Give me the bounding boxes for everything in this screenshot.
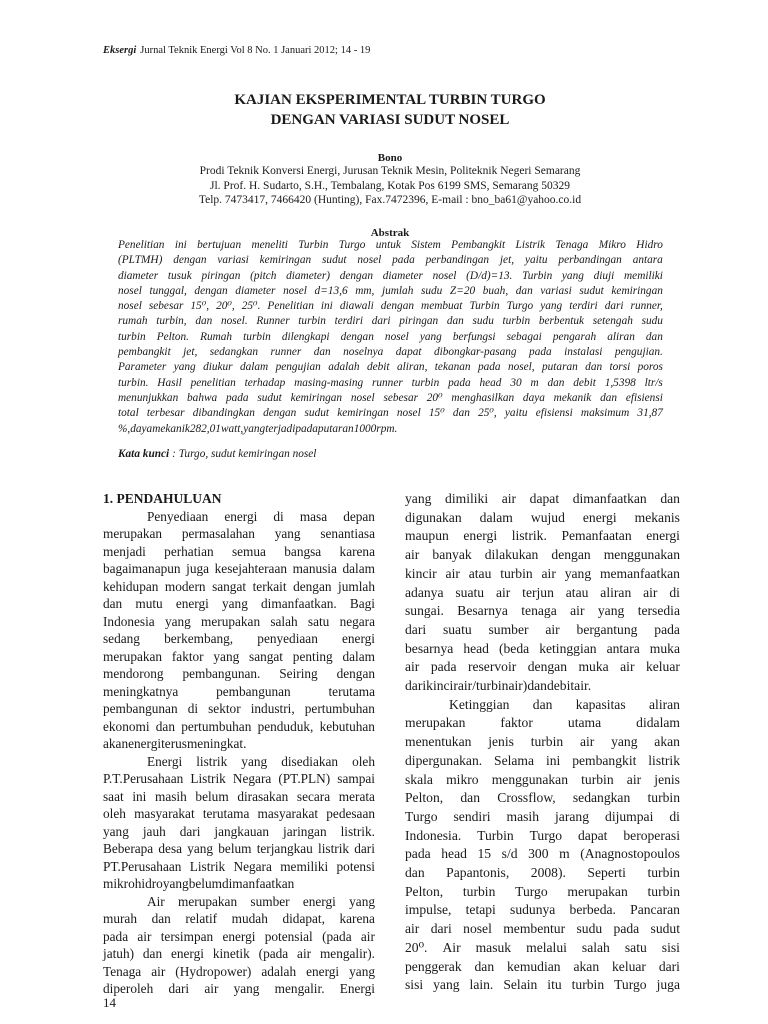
affiliation-line: Telp. 7473417, 7466420 (Hunting), Fax.7472396, E-mail : bno_ba61@yahoo.co.id <box>198 194 582 206</box>
abstract-body <box>118 238 663 437</box>
text-line: penggerak dan kemudian akan keluar dari <box>405 958 680 974</box>
affiliation-line: Prodi Teknik Konversi Energi, Jurusan Teknik Mesin, Politeknik Negeri Semarang <box>199 165 581 177</box>
text-line: pembangunan di sektor industri, pertumbuhan <box>103 701 375 716</box>
text-line: ekonomi dan pertumbuhan penduduk, kebutuhan <box>103 718 375 734</box>
text-line: akan energi terus meningkat. <box>103 736 247 751</box>
text-line: menunjukkan bahwa pada sudut kemiringan nosel sebesar 20⁰ menghasilkan daya mekanik dan efisiensi <box>118 391 663 404</box>
keywords <box>118 447 663 461</box>
text-line: air pada reservoir dengan muka air keluar <box>405 659 680 675</box>
title-line: KAJIAN EKSPERIMENTAL TURBIN TURGO <box>234 92 546 108</box>
text-line: adanya suatu air terjun atau aliran air di <box>405 584 680 600</box>
text-line: Tenaga air (Hydropower) adalah energi yang <box>103 963 375 979</box>
text-line: diameter tusuk piringan (pitch diameter) dengan diameter nosel (D/d)=13. Turbin yang diuji memiliki <box>118 269 663 282</box>
text-line: Energi listrik yang disediakan oleh <box>147 753 375 769</box>
page-number: 14 <box>103 995 116 1010</box>
text-line: dari suatu sumber air bergantung pada <box>405 621 680 637</box>
text-line: dan mutu energi yang dimanfaatkan. Bagi <box>103 596 375 611</box>
text-line: (PLTMH) dengan variasi kemiringan sudut nosel pada perbandingan jet, yaitu perbandingan antara <box>118 254 663 267</box>
text-line: sisi yang lain. Selain itu turbin Turgo juga <box>405 977 680 993</box>
text-line: 20⁰. Air masuk melalui salah satu sisi <box>405 939 680 955</box>
body-column-right <box>405 490 680 995</box>
text-line: jatuh) dan energi kinetik (pada air mengalir). <box>103 946 375 961</box>
journal-logo: Eksergi <box>103 45 137 56</box>
text-line: mendorong pembangunan. Seiring dengan <box>103 666 375 681</box>
text-line: merupakan faktor utama didalam <box>405 715 680 731</box>
text-line: Parameter yang diukur dalam pengujian adalah debit aliran, tekanan pada nosel, putaran dan torsi poros <box>118 361 663 374</box>
text-line: turbin Pelton. Rumah turbin dilengkapi dengan nosel yang berfungsi sebagai pengarah aliran dan <box>118 330 663 343</box>
paper-title <box>100 90 680 130</box>
text-line: Indonesia. Turbin Turgo dapat beroperasi <box>405 827 680 843</box>
text-line: yang dimiliki air dapat dimanfaatkan dan <box>405 491 680 506</box>
affiliation-line: Jl. Prof. H. Sudarto, S.H., Tembalang, Kotak Pos 6199 SMS, Semarang 50329 <box>210 179 570 192</box>
text-line: turbin. Hasil penelitian terhadap masing-masing runner turbin pada head 30 m dan debit 1,5398 ltr/s <box>118 376 663 389</box>
text-line: rumah turbin, dan nosel. Runner turbin terdiri dari piringan dan sudu turbin berbentuk setengah sudu <box>118 315 663 328</box>
text-line: besarnya head (beda ketinggian antara muka <box>405 640 680 656</box>
text-line: Indonesia yang merupakan salah satu negara <box>103 613 375 629</box>
text-line: merupakan permasalahan yang senantiasa <box>103 526 375 541</box>
text-line: diperoleh dari air yang mengalir. Energi <box>103 981 375 996</box>
title-line: DENGAN VARIASI SUDUT NOSEL <box>270 112 510 128</box>
text-line: merupakan faktor yang sangat penting dalam <box>103 648 375 664</box>
text-line: PT.Perusahaan Listrik Negara memiliki potensi <box>103 858 375 874</box>
text-line: nosel tunggal, dengan diameter nosel d=13,6 mm, jumlah sudu Z=20 buah, dan variasi sudut kemiringan <box>118 284 663 297</box>
text-line: nosel sebesar 15⁰, 20⁰, 25⁰. Penelitian ini diawali dengan membuat Turbin Turgo yang terdiri dari runner, <box>118 300 663 313</box>
author-name: Bono <box>377 152 403 164</box>
text-line: skala mikro menggunakan turbin air jenis <box>405 771 680 787</box>
text-line: kehidupan modern sangat terkait dengan jumlah <box>103 578 375 594</box>
text-line: Turgo sendiri masih jarang dijumpai di <box>405 808 680 824</box>
keywords-text: : Turgo, sudut kemiringan nosel <box>172 448 317 460</box>
text-line: air banyak dilakukan dengan menggunakan <box>405 547 680 563</box>
text-line: impulse, tetapi sudunya berbeda. Pancaran <box>405 902 680 918</box>
abstract-heading: Abstrak <box>370 227 410 239</box>
text-line: sedang berkembang, penyediaan energi <box>103 631 375 646</box>
text-line: Beberapa desa yang belum terjangkau listrik dari <box>103 841 375 856</box>
section-heading: 1. PENDAHULUAN <box>103 491 222 506</box>
text-line: Penyediaan energi di masa depan <box>147 508 375 524</box>
text-line: saat ini masih belum dirasakan secara merata <box>103 788 375 804</box>
text-line: maupun energi listrik. Pemanfaatan energi <box>405 528 680 544</box>
text-line: digunakan dalam wujud energi mekanis <box>405 509 680 525</box>
text-line: murah dan relatif mudah didapat, karena <box>103 911 375 926</box>
text-line: Penelitian ini bertujuan meneliti Turbin Turgo untuk Sistem Pembangkit Listrik Tenaga Mikro Hidro <box>118 239 663 251</box>
text-line: dari kincir air/turbin air) dan debit air. <box>405 678 592 694</box>
text-line: %, daya mekanik 282,01 watt, yang terjadi pada putaran 1000 rpm. <box>118 422 398 435</box>
text-line: pada air tersimpan energi potensial (pada air <box>103 928 375 944</box>
text-line: mikrohidro yang belum dimanfaatkan <box>103 876 295 891</box>
keywords-label: Kata kunci <box>118 448 170 460</box>
text-line: air dari nosel membentur sudu pada sudut <box>405 921 680 937</box>
text-line: oleh masyarakat terutama masyarakat pedesaan <box>103 806 375 821</box>
text-line: menentukan jenis turbin air yang akan <box>405 734 680 750</box>
journal-citation: Jurnal Teknik Energi Vol 8 No. 1 Januari 2012; 14 - 19 <box>140 45 371 56</box>
text-line: dipergunakan. Selama ini pembangkit listrik <box>405 752 680 768</box>
author-affiliation <box>100 164 680 208</box>
text-line: P.T.Perusahaan Listrik Negara (PT.PLN) sampai <box>103 771 375 786</box>
text-line: kincir air atau turbin air yang memanfaatkan <box>405 565 680 581</box>
text-line: dan Papantonis, 2008). Seperti turbin <box>405 865 680 881</box>
text-line: meningkatnya pembangunan terutama <box>103 683 375 699</box>
text-line: pada head 15 s/d 300 m (Anagnostopoulos <box>405 846 680 862</box>
text-line: bagaimanapun juga kesejahteraan manusia dalam <box>103 561 375 576</box>
running-header <box>103 44 683 58</box>
body-column-left <box>103 490 375 998</box>
text-line: Ketinggian dan kapasitas aliran <box>449 696 680 712</box>
text-line: total terbesar dibandingkan dengan sudut kemiringan nosel 15⁰ dan 25⁰, yaitu efisiensi maksimum 31,87 <box>118 407 663 420</box>
text-line: Pelton, turbin Turgo merupakan turbin <box>405 883 680 899</box>
text-line: pembangkit jet, sedangkan runner dan noselnya dapat dibongkar-pasang pada instalasi pengujian. <box>118 346 663 359</box>
text-line: yang jauh dari jangkauan jaringan listrik. <box>103 823 375 839</box>
text-line: Air merupakan sumber energi yang <box>147 893 375 909</box>
text-line: sungai. Besarnya tenaga air yang tersedia <box>405 603 680 619</box>
text-line: menjadi perhatian semua bangsa karena <box>103 543 375 559</box>
text-line: Pelton, dan Crossflow, sedangkan turbin <box>405 790 680 806</box>
